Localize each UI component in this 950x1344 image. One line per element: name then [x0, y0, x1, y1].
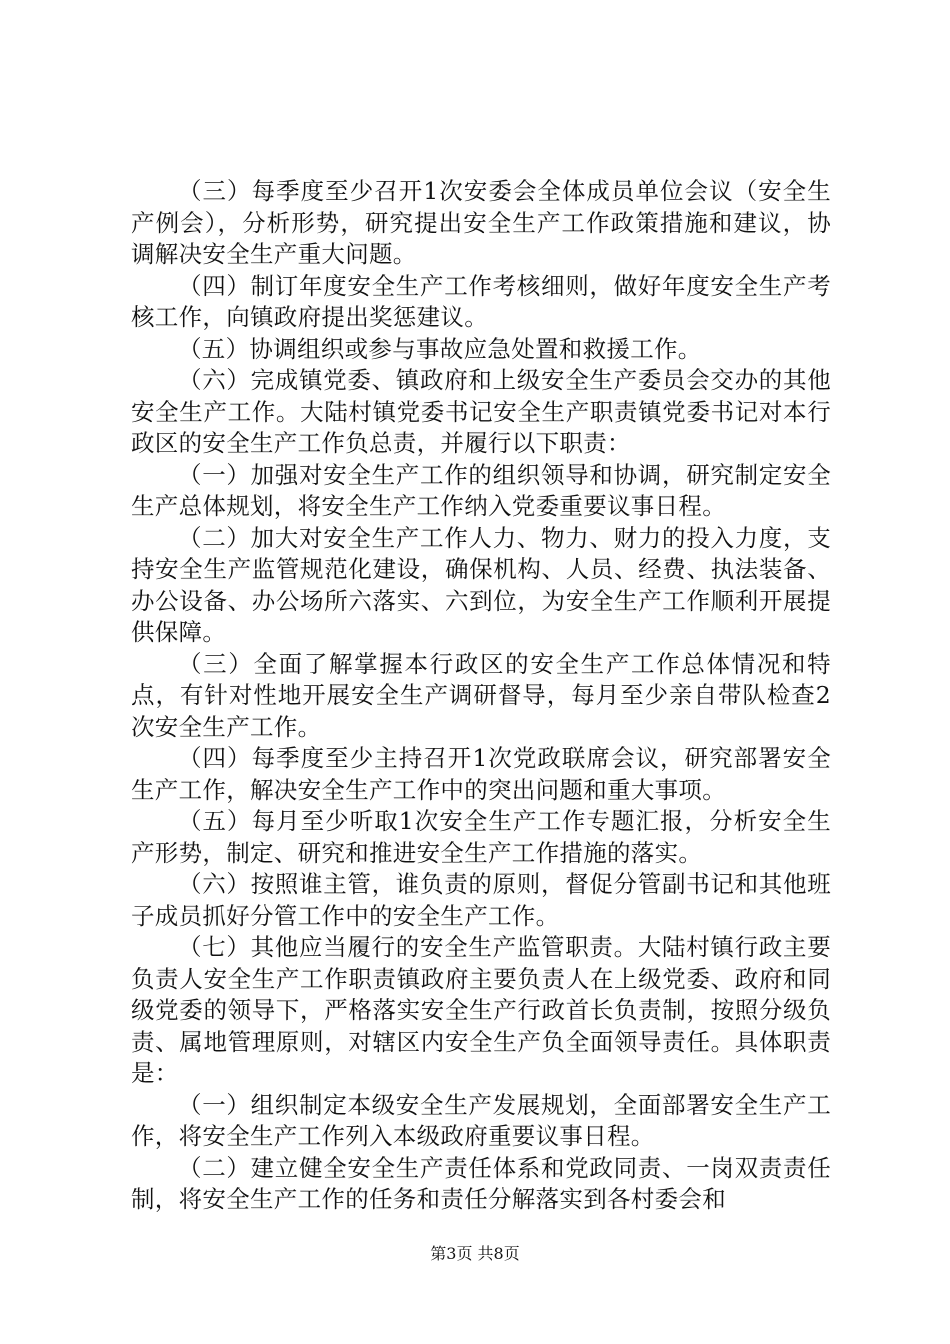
page-number-footer: 第3页 共8页: [430, 1244, 520, 1263]
paragraph: （五）每月至少听取1次安全生产工作专题汇报，分析安全生产形势，制定、研究和推进安全生产工作措施的落实。: [131, 807, 831, 867]
document-body: [131, 176, 831, 1216]
paragraph: （七）其他应当履行的安全生产监管职责。大陆村镇行政主要负责人安全生产工作职责镇政府主要负责人在上级党委、政府和同级党委的领导下，严格落实安全生产行政首长负责制，按照分级负责、属地管理原则，对辖区内安全生产负全面领导责任。具体职责是：: [131, 933, 831, 1087]
paragraph: （二）建立健全安全生产责任体系和党政同责、一岗双责责任制，将安全生产工作的任务和责任分解落实到各村委会和: [131, 1153, 831, 1213]
paragraph: （六）按照谁主管，谁负责的原则，督促分管副书记和其他班子成员抓好分管工作中的安全生产工作。: [131, 870, 831, 930]
paragraph: （一）组织制定本级安全生产发展规划，全面部署安全生产工作，将安全生产工作列入本级政府重要议事日程。: [131, 1090, 831, 1150]
paragraph: （五）协调组织或参与事故应急处置和救援工作。: [178, 334, 702, 363]
paragraph: （六）完成镇党委、镇政府和上级安全生产委员会交办的其他安全生产工作。大陆村镇党委书记安全生产职责镇党委书记对本行政区的安全生产工作负总责，并履行以下职责：: [131, 366, 831, 457]
paragraph: （一）加强对安全生产工作的组织领导和协调，研究制定安全生产总体规划，将安全生产工作纳入党委重要议事日程。: [131, 460, 831, 520]
paragraph: （二）加大对安全生产工作人力、物力、财力的投入力度，支持安全生产监管规范化建设，确保机构、人员、经费、执法装备、办公设备、办公场所六落实、六到位，为安全生产工作顺利开展提供保障。: [131, 523, 831, 646]
paragraph: （三）全面了解掌握本行政区的安全生产工作总体情况和特点，有针对性地开展安全生产调研督导，每月至少亲自带队检查2次安全生产工作。: [131, 649, 831, 741]
paragraph: （四）每季度至少主持召开1次党政联席会议，研究部署安全生产工作，解决安全生产工作中的突出问题和重大事项。: [131, 744, 831, 804]
paragraph: （四）制订年度安全生产工作考核细则，做好年度安全生产考核工作，向镇政府提出奖惩建议。: [131, 271, 831, 331]
paragraph: （三）每季度至少召开1次安委会全体成员单位会议（安全生产例会），分析形势，研究提出安全生产工作政策措施和建议，协调解决安全生产重大问题。: [131, 177, 831, 268]
